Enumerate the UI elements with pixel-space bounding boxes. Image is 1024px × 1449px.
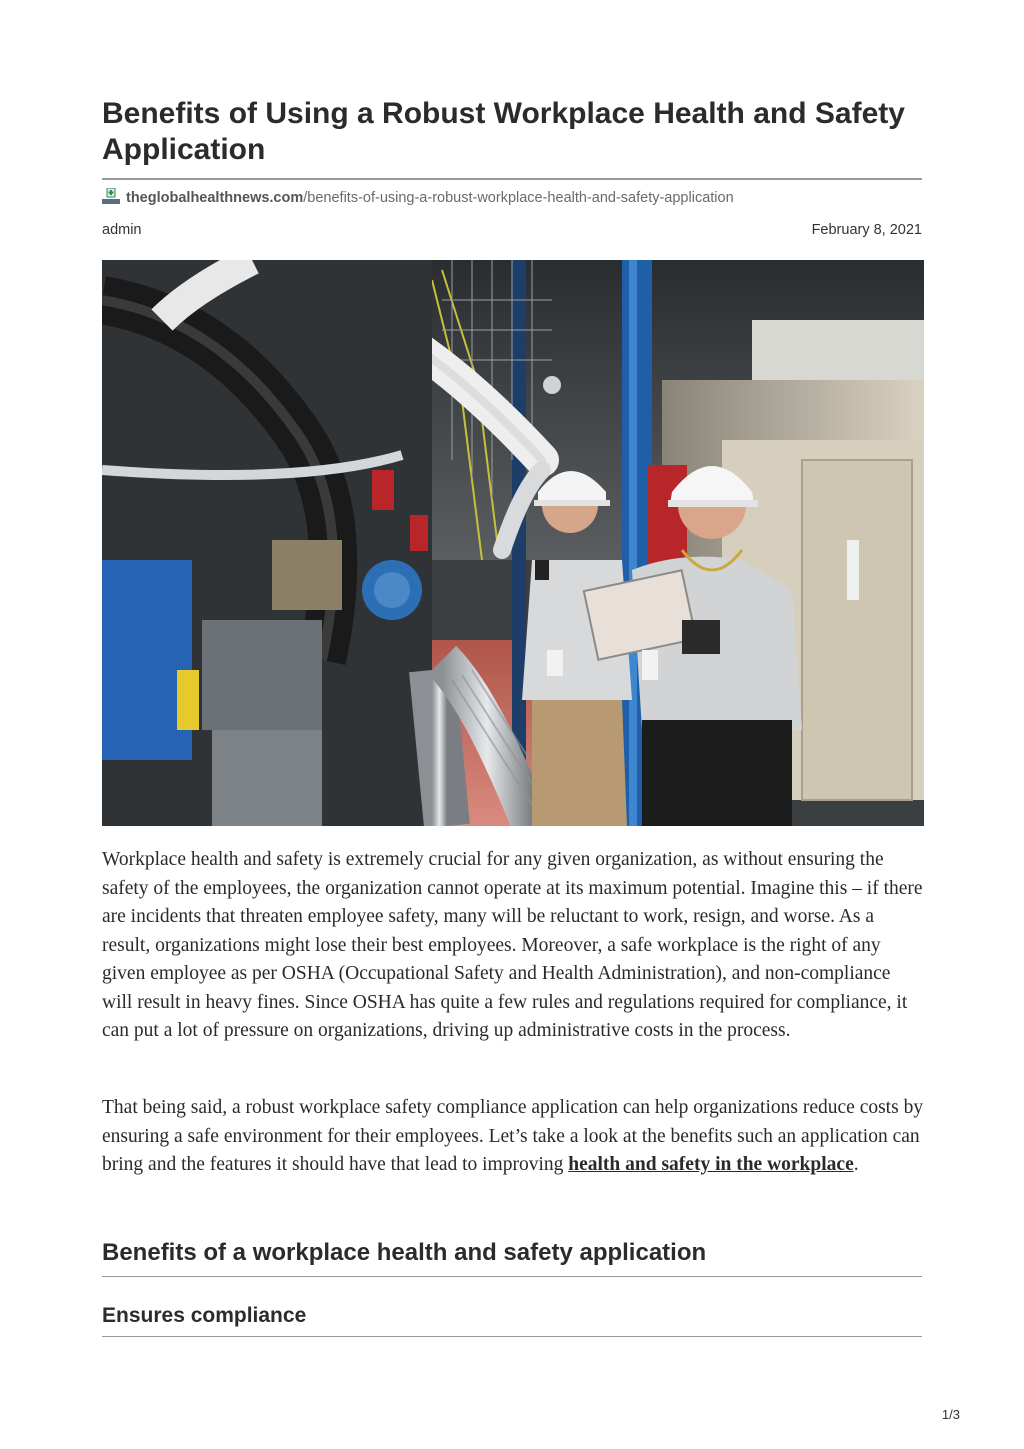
hero-photo-illustration xyxy=(102,260,924,826)
paragraph-overview xyxy=(102,1094,924,1180)
industrial-workers-photo xyxy=(102,260,924,826)
paragraph-overview-end: . xyxy=(853,1154,859,1175)
paragraph-intro: Workplace health and safety is extremely crucial for any given organization, as without ensuring the safety of the employees, the organization cannot operate at its maximum potential. Imagine this – if there are incidents that threaten employee safety, many will be reluctant to work, resign, and worse. As a result, organizations might lose their best employees. Moreover, a safe workplace is the right of any given employee as per OSHA (Occupational Safety and Health Administration), and non-compliance will result in heavy fines. Since OSHA has quite a few rules and regulations required for compliance, it can put a lot of pressure on organizations, driving up administrative costs in the process. xyxy=(102,849,923,1041)
site-favicon-icon xyxy=(102,188,120,204)
subsection-heading-compliance: Ensures compliance xyxy=(102,1304,307,1327)
section-heading-benefits: Benefits of a workplace health and safety application xyxy=(102,1239,707,1266)
paragraph-overview-text: That being said, a robust workplace safety compliance application can help organizations reduce costs by ensuring a safe environment for their employees. Let’s take a look at the benefits such an application can bring and the features it should have that lead to improving xyxy=(102,1097,924,1175)
source-domain: theglobalhealthnews.com xyxy=(126,190,304,206)
title-divider xyxy=(102,178,922,180)
source-path: /benefits-of-using-a-robust-workplace-health-and-safety-application xyxy=(303,190,734,206)
source-url[interactable] xyxy=(102,188,734,208)
article-author: admin xyxy=(102,222,142,238)
page-number: 1/3 xyxy=(941,1407,960,1422)
section-divider xyxy=(102,1276,922,1277)
health-safety-link[interactable]: health and safety in the workplace xyxy=(568,1154,854,1175)
subsection-divider xyxy=(102,1336,922,1337)
article-title: Benefits of Using a Robust Workplace Health and Safety Application xyxy=(102,97,905,166)
article-date: February 8, 2021 xyxy=(811,222,922,238)
